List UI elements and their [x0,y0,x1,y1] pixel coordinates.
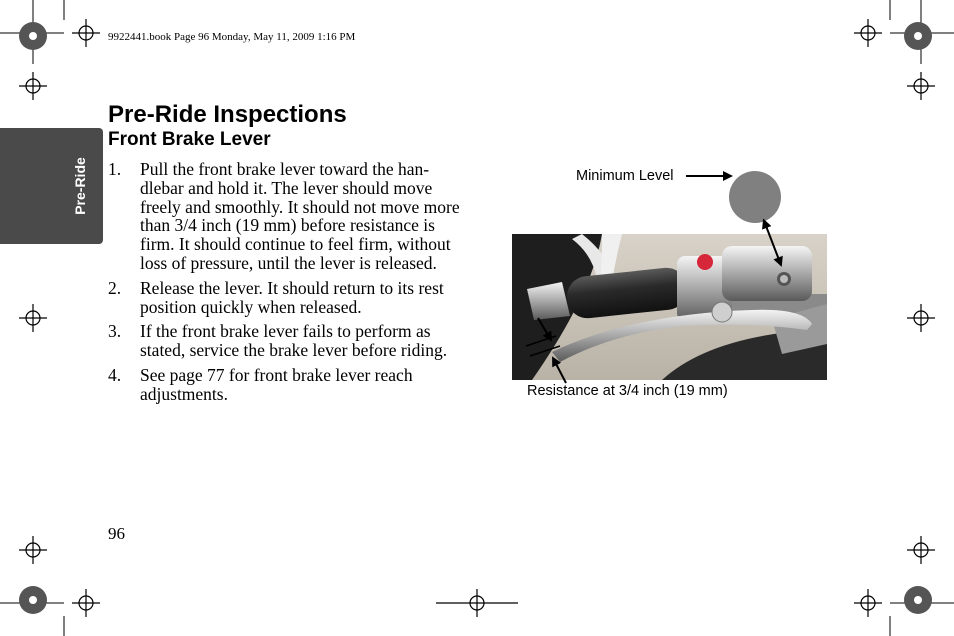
step-text: Release the lever. It should return to its rest position quickly when released. [140,277,444,317]
resistance-mark [526,336,556,346]
step-number: 3. [108,321,122,342]
level-pointer-arrow [766,226,781,265]
resistance-label: Resistance at 3/4 inch (19 mm) [527,383,728,399]
running-head: 9922441.book Page 96 Monday, May 11, 2009 1:16 PM [108,31,356,43]
step-text: Pull the front brake lever toward the han-dlebar and hold it. The lever should move freely and smoothly. It should not move more than 3/4 inch (19 mm) before resistance is firm. It should continue to feel firm, without loss of pressure, until the lever is released. [140,159,460,273]
step-text: If the front brake lever fails to perform as stated, service the brake lever before riding. [140,321,448,361]
step-number: 2. [108,277,122,298]
resistance-arrow-lower [553,358,566,383]
resistance-mark [530,346,560,356]
page-title: Pre-Ride Inspections [108,101,347,128]
section-tab-label: Pre-Ride [72,157,88,215]
step-number: 1. [108,159,122,179]
step-text: See page 77 for front brake lever reach adjustments. [140,364,413,404]
section-subtitle: Front Brake Lever [108,129,271,150]
minimum-level-indicator [729,171,781,223]
minimum-level-label: Minimum Level [576,168,674,184]
page-number: 96 [108,524,125,543]
resistance-arrow-upper [538,318,551,340]
step-number: 4. [108,364,122,385]
